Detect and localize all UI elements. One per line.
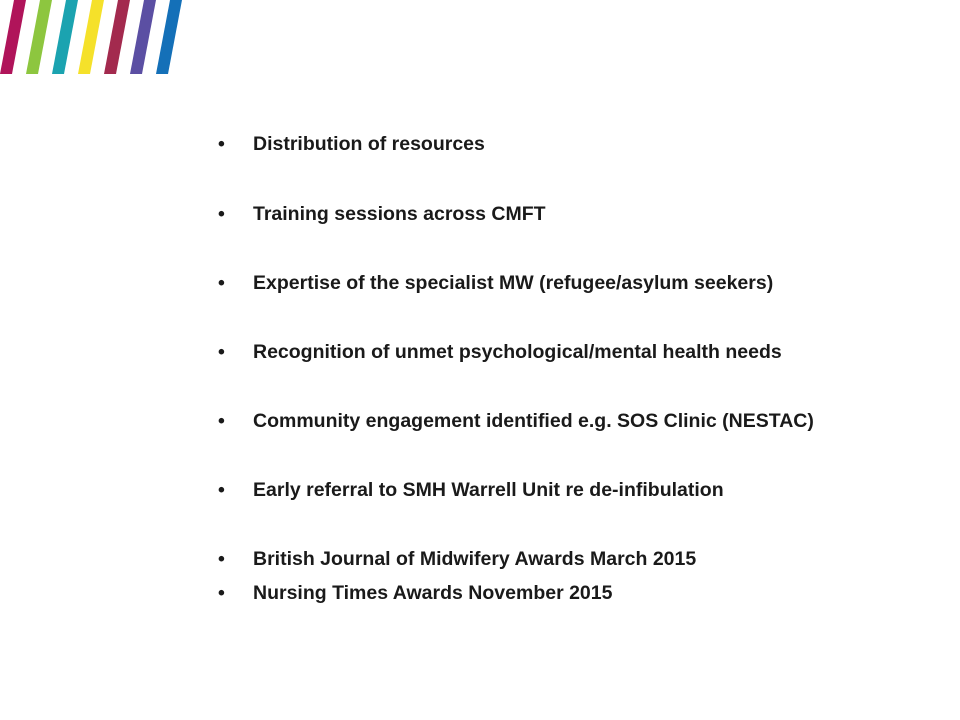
bullet-marker: •: [218, 479, 225, 501]
logo-stripe: [156, 0, 182, 74]
list-item: [218, 547, 696, 571]
list-item: [218, 478, 724, 502]
list-item: [218, 409, 814, 433]
bullet-marker: •: [218, 133, 225, 155]
bullet-marker: •: [218, 548, 225, 570]
logo-stripe: [130, 0, 156, 74]
list-item: [218, 340, 782, 364]
list-item: [218, 581, 612, 605]
bullet-marker: •: [218, 272, 225, 294]
list-item-text: Nursing Times Awards November 2015: [253, 582, 613, 604]
bullet-marker: •: [218, 203, 225, 225]
logo-stripe: [26, 0, 52, 74]
logo-stripe: [78, 0, 104, 74]
list-item: [218, 271, 773, 295]
list-item-text: Early referral to SMH Warrell Unit re de-infibulation: [253, 479, 724, 501]
logo-stripe: [0, 0, 26, 74]
brand-stripes-logo: [0, 0, 190, 74]
bullet-marker: •: [218, 582, 225, 604]
list-item-text: Expertise of the specialist MW (refugee/asylum seekers): [253, 272, 774, 294]
logo-stripe: [104, 0, 130, 74]
list-item: [218, 132, 485, 156]
logo-stripe: [52, 0, 78, 74]
list-item-text: British Journal of Midwifery Awards March 2015: [253, 548, 697, 570]
bullet-marker: •: [218, 410, 225, 432]
list-item-text: Community engagement identified e.g. SOS Clinic (NESTAC): [253, 410, 814, 432]
list-item-text: Distribution of resources: [253, 133, 485, 155]
list-item: [218, 202, 546, 226]
bullet-marker: •: [218, 341, 225, 363]
list-item-text: Training sessions across CMFT: [253, 203, 546, 225]
list-item-text: Recognition of unmet psychological/mental health needs: [253, 341, 782, 363]
